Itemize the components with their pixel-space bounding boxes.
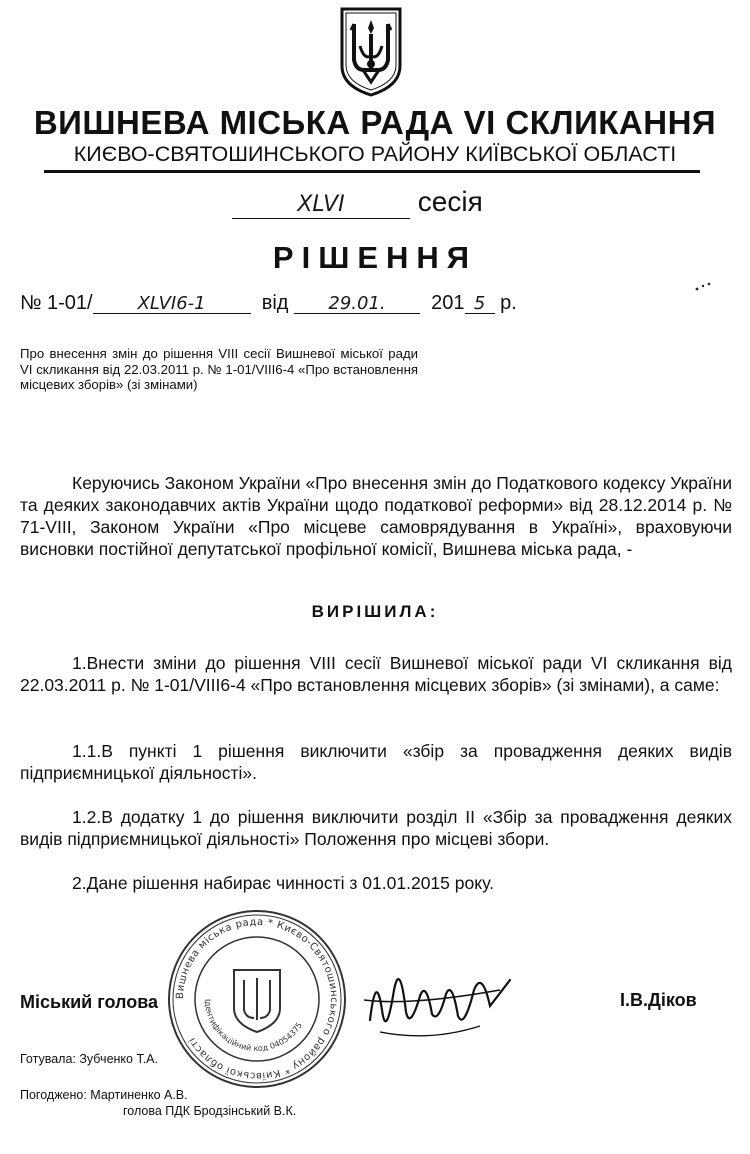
svg-text:Ідентифікаційний код 04054375 (203, 999, 304, 1053)
prepared-by: Готувала: Зубченко Т.А. (20, 1052, 158, 1066)
item-1: 1.Внести зміни до рішення VIII сесії Вишневої міської ради VI скликання від 22.03.2011 р. № 1-01/VIII6-4 «Про встановлення місцевих зборів» (зі змінами), а саме: (20, 653, 732, 695)
document-number: XLVI6-1 (93, 295, 251, 314)
date-prefix: від (261, 292, 289, 314)
item-1-2: 1.2.В додатку 1 до рішення виключити розділ II «Збір за провадження деяких видів підприємницької діяльності» Положення про місцеві збори. (20, 807, 732, 849)
header-divider (44, 170, 700, 173)
document-title: РІШЕННЯ (272, 240, 478, 275)
seal-code-text: Ідентифікаційний код 04054375 (202, 998, 305, 1054)
official-seal-icon (162, 904, 352, 1094)
session-label: сесія (417, 186, 483, 217)
organization-title: ВИШНЕВА МІСЬКА РАДА VI СКЛИКАННЯ (33, 104, 717, 141)
decided-heading: ВИРІШИЛА: (311, 602, 439, 621)
item-1-1: 1.1.В пункті 1 рішення виключити «збір за провадження деяких видів підприємницької діяльності». (20, 741, 732, 783)
year-prefix: 201 (431, 292, 465, 314)
item-2: 2.Дане рішення набирає чинності з 01.01.2015 року. (72, 873, 494, 893)
coat-of-arms-icon (338, 6, 404, 98)
seal-outer-text: Вишнева міська рада * Києво-Святошинського району * Київської області (174, 916, 340, 1082)
mayor-name: І.В.Діков (620, 990, 697, 1010)
organization-subtitle: КИЄВО-СВЯТОШИНСЬКОГО РАЙОНУ КИЇВСЬКОЇ ОБЛАСТІ (73, 142, 677, 166)
scan-mark-icon (694, 280, 714, 292)
number-prefix: № 1-01/ (20, 292, 93, 314)
session-number: XLVI (232, 194, 410, 219)
agreed-by-commission-head: голова ПДК Бродзінський В.К. (123, 1104, 297, 1118)
mayor-signature-icon (350, 950, 530, 1050)
decision-subject: Про внесення змін до рішення VIII сесії Вишневої міської ради VI скликання від 22.03.2011 р. № 1-01/VIII6-4 «Про встановлення місцевих зборів» (зі змінами) (20, 346, 418, 392)
document-year: 5 (465, 295, 495, 314)
mayor-label: Міський голова (20, 992, 159, 1012)
document-date: 29.01. (294, 295, 420, 314)
preamble-paragraph: Керуючись Законом України «Про внесення змін до Податкового кодексу України та деяких законодавчих актів України щодо податкової реформи» від 28.12.2014 р. № 71-VIII, Законом України «Про місцеве самоврядування в Україні», враховуючи висновки постійної депутатської профільної комісії, Вишнева міська рада, - (20, 473, 732, 559)
year-suffix: р. (500, 292, 517, 314)
session-line (232, 186, 483, 219)
agreed-by: Погоджено: Мартиненко А.В. (20, 1088, 188, 1102)
document-reference (20, 292, 517, 315)
